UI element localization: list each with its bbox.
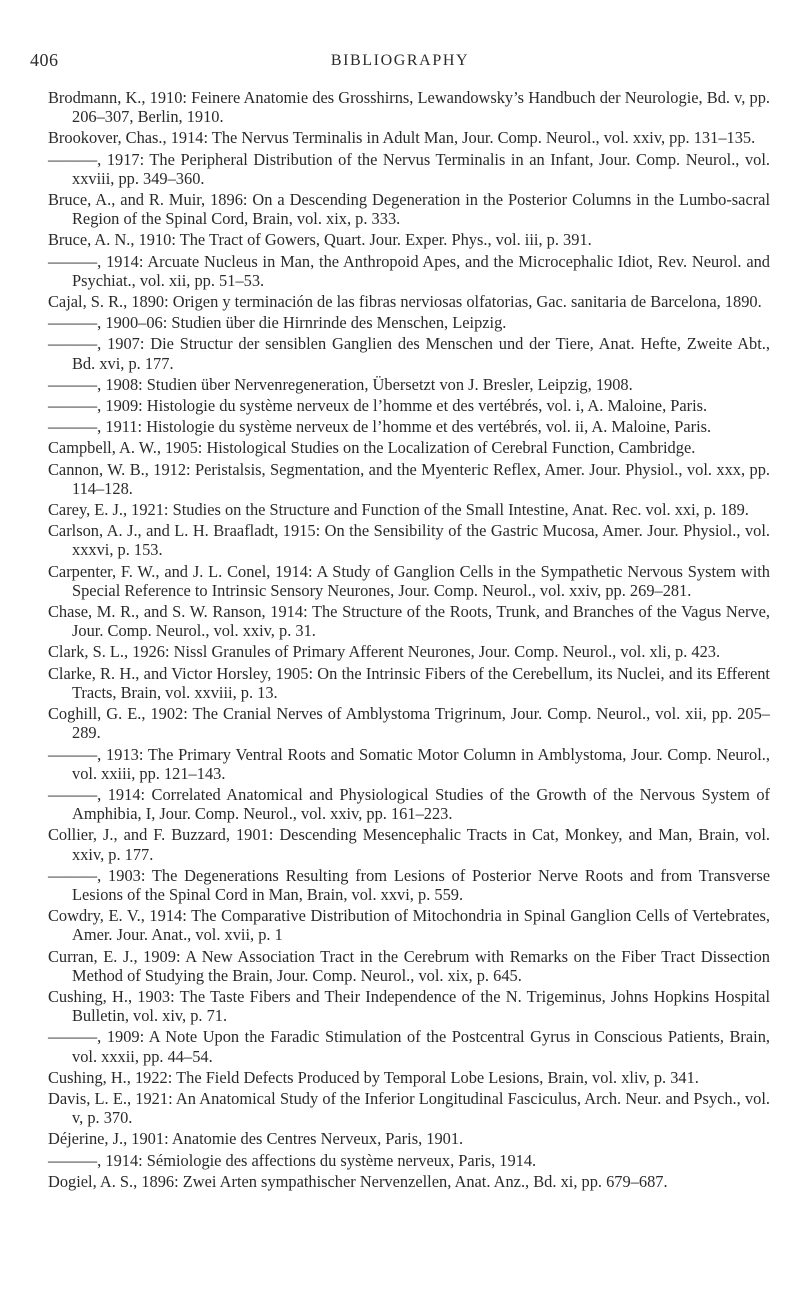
bibliography-entry: Cushing, H., 1903: The Taste Fibers and Their Independence of the N. Trigeminus, Johns Hopkins Hospital Bulletin, vol. xiv, p. 71. [48, 986, 770, 1026]
bibliography-entry: Davis, L. E., 1921: An Anatomical Study of the Inferior Longitudinal Fasciculus, Arch. Neur. and Psych., vol. v, p. 370. [48, 1088, 770, 1128]
bibliography-entry: Chase, M. R., and S. W. Ranson, 1914: The Structure of the Roots, Trunk, and Branches of the Vagus Nerve, Jour. Comp. Neurol., vol. xxiv, p. 31. [48, 602, 770, 641]
bibliography-entry: Bruce, A., and R. Muir, 1896: On a Descending Degeneration in the Posterior Columns in the Lumbo-sacral Region of the Spinal Cord, Brain, vol. xix, p. 333. [48, 190, 770, 229]
bibliography-entry: ———, 1911: Histologie du système nerveux de l’homme et des vertébrés, vol. ii, A. Maloine, Paris. [48, 417, 712, 437]
bibliography-entry: Déjerine, J., 1901: Anatomie des Centres Nerveux, Paris, 1901. [48, 1129, 464, 1149]
bibliography-entry: ———, 1909: Histologie du système nerveux de l’homme et des vertébrés, vol. i, A. Maloine, Paris. [48, 396, 708, 416]
bibliography-entry: Dogiel, A. S., 1896: Zwei Arten sympathischer Nervenzellen, Anat. Anz., Bd. xi, pp. 679–687. [48, 1171, 668, 1191]
bibliography-entry: ———, 1903: The Degenerations Resulting from Lesions of Posterior Nerve Roots and from Transverse Lesions of the Spinal Cord in Man, Brain, vol. xxvi, p. 559. [48, 865, 770, 904]
page-number: 406 [30, 50, 59, 70]
page-header [0, 48, 800, 78]
bibliography-entry: ———, 1914: Arcuate Nucleus in Man, the Anthropoid Apes, and the Microcephalic Idiot, Rev. Neurol. and Psychiat., vol. xii, pp. 51–53. [48, 251, 770, 290]
bibliography-entry: ———, 1900–06: Studien über die Hirnrinde des Menschen, Leipzig. [48, 313, 507, 333]
bibliography-entry: Brodmann, K., 1910: Feinere Anatomie des Grosshirns, Lewandowsky’s Handbuch der Neurologie, Bd. v, pp. 206–307, Berlin, 1910. [48, 88, 770, 127]
bibliography-entry: Carey, E. J., 1921: Studies on the Structure and Function of the Small Intestine, Anat. Rec. vol. xxi, p. 189. [48, 500, 749, 520]
running-title: BIBLIOGRAPHY [330, 52, 470, 69]
bibliography-entry: Clarke, R. H., and Victor Horsley, 1905: On the Intrinsic Fibers of the Cerebellum, its Nuclei, and its Efferent Tracts, Brain, vol. xxviii, p. 13. [48, 663, 770, 702]
bibliography-entry: Cajal, S. R., 1890: Origen y terminación de las fibras nerviosas olfatorias, Gac. sanitaria de Barcelona, 1890. [48, 292, 762, 312]
bibliography-entry: Brookover, Chas., 1914: The Nervus Terminalis in Adult Man, Jour. Comp. Neurol., vol. xxiv, pp. 131–135. [48, 128, 756, 148]
bibliography-entry: ———, 1917: The Peripheral Distribution of the Nervus Terminalis in an Infant, Jour. Comp. Neurol., vol. xxviii, pp. 349–360. [48, 149, 770, 188]
bibliography-entry: Curran, E. J., 1909: A New Association Tract in the Cerebrum with Remarks on the Fiber Tract Dissection Method of Studying the Brain, Jour. Comp. Neurol., vol. xix, p. 645. [48, 946, 770, 985]
bibliography-list [48, 88, 770, 1193]
bibliography-entry: Cannon, W. B., 1912: Peristalsis, Segmentation, and the Myenteric Reflex, Amer. Jour. Physiol., vol. xxx, pp. 114–128. [48, 459, 770, 498]
bibliography-entry: Bruce, A. N., 1910: The Tract of Gowers, Quart. Jour. Exper. Phys., vol. iii, p. 391. [48, 230, 592, 250]
bibliography-entry: ———, 1908: Studien über Nervenregeneration, Übersetzt von J. Bresler, Leipzig, 1908. [48, 374, 633, 394]
bibliography-entry: ———, 1913: The Primary Ventral Roots and Somatic Motor Column in Amblystoma, Jour. Comp. Neurol., vol. xxiii, pp. 121–143. [48, 744, 770, 783]
bibliography-entry: Coghill, G. E., 1902: The Cranial Nerves of Amblystoma Trigrinum, Jour. Comp. Neurol., vol. xii, pp. 205–289. [48, 704, 770, 743]
bibliography-entry: ———, 1914: Sémiologie des affections du système nerveux, Paris, 1914. [48, 1150, 537, 1170]
bibliography-entry: Clark, S. L., 1926: Nissl Granules of Primary Afferent Neurones, Jour. Comp. Neurol., vol. xli, p. 423. [48, 642, 721, 662]
bibliography-entry: ———, 1907: Die Structur der sensiblen Ganglien des Menschen und der Tiere, Anat. Hefte, Zweite Abt., Bd. xvi, p. 177. [48, 334, 770, 373]
bibliography-entry: Carpenter, F. W., and J. L. Conel, 1914: A Study of Ganglion Cells in the Sympathetic Nervous System with Special Reference to Intrinsic Sensory Neurones, Jour. Comp. Neurol., vol. xxiv, pp. 269–281. [48, 561, 770, 600]
bibliography-entry: Cowdry, E. V., 1914: The Comparative Distribution of Mitochondria in Spinal Ganglion Cells of Vertebrates, Amer. Jour. Anat., vol. xvii, p. 1 [48, 906, 770, 945]
bibliography-entry: Campbell, A. W., 1905: Histological Studies on the Localization of Cerebral Function, Cambridge. [48, 438, 696, 458]
bibliography-entry: ———, 1909: A Note Upon the Faradic Stimulation of the Postcentral Gyrus in Conscious Patients, Brain, vol. xxxii, pp. 44–54. [48, 1027, 770, 1066]
bibliography-entry: Collier, J., and F. Buzzard, 1901: Descending Mesencephalic Tracts in Cat, Monkey, and Man, Brain, vol. xxiv, p. 177. [48, 825, 770, 864]
bibliography-entry: ———, 1914: Correlated Anatomical and Physiological Studies of the Growth of the Nervous System of Amphibia, I, Jour. Comp. Neurol., vol. xxiv, pp. 161–223. [48, 784, 770, 824]
bibliography-entry: Cushing, H., 1922: The Field Defects Produced by Temporal Lobe Lesions, Brain, vol. xliv, p. 341. [48, 1067, 699, 1087]
bibliography-entry: Carlson, A. J., and L. H. Braafladt, 1915: On the Sensibility of the Gastric Mucosa, Amer. Jour. Physiol., vol. xxxvi, p. 153. [48, 521, 770, 560]
